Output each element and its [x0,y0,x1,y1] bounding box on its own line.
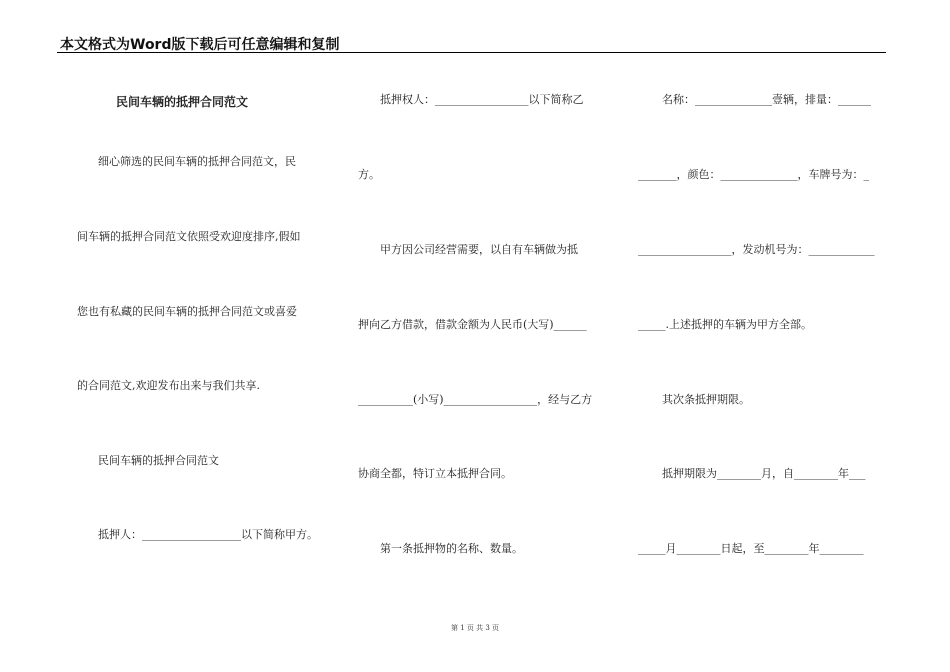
text-line: 抵押期限为________月，自________年___ [662,467,866,480]
text-line: 抵押人：__________________以下简称甲方。 [98,528,318,541]
text-line: 间车辆的抵押合同范文依照受欢迎度排序,假如 [77,230,301,243]
text-line: _______，颜色：______________，车牌号为：_ [638,168,869,181]
text-line: 方。 [358,168,380,181]
text-line: 第一条抵押物的名称、数量。 [380,542,523,555]
text-line: 细心筛选的民间车辆的抵押合同范文，民 [98,155,296,168]
page-number: 第 1 页 共 3 页 [450,624,500,632]
text-line: __________(小写)_________________，经与乙方 [358,393,593,406]
text-line: _________________，发动机号为：____________ [638,243,875,256]
text-line: 的合同范文,欢迎发布出来与我们共享. [77,379,260,392]
text-line: _____月________日起，至________年________ [638,542,864,555]
text-line: 您也有私藏的民间车辆的抵押合同范文或喜爱 [77,305,297,318]
section-heading: 其次条抵押期限。 [662,393,750,406]
document-title: 民间车辆的抵押合同范文 [116,95,249,109]
text-line: _____.上述抵押的车辆为甲方全部。 [638,318,812,331]
text-line: 协商全都，特订立本抵押合同。 [358,467,512,480]
text-line: 押向乙方借款，借款金额为人民币(大写)______ [358,318,587,331]
header-divider [57,52,886,53]
text-line: 抵押权人：_________________以下简称乙 [380,93,584,106]
section-heading: 民间车辆的抵押合同范文 [98,454,219,467]
document-banner: 本文格式为Word版下载后可任意编辑和复制 [60,37,340,53]
text-line: 甲方因公司经营需要，以自有车辆做为抵 [380,243,578,256]
text-line: 名称：______________壹辆，排量：______ [662,93,871,106]
